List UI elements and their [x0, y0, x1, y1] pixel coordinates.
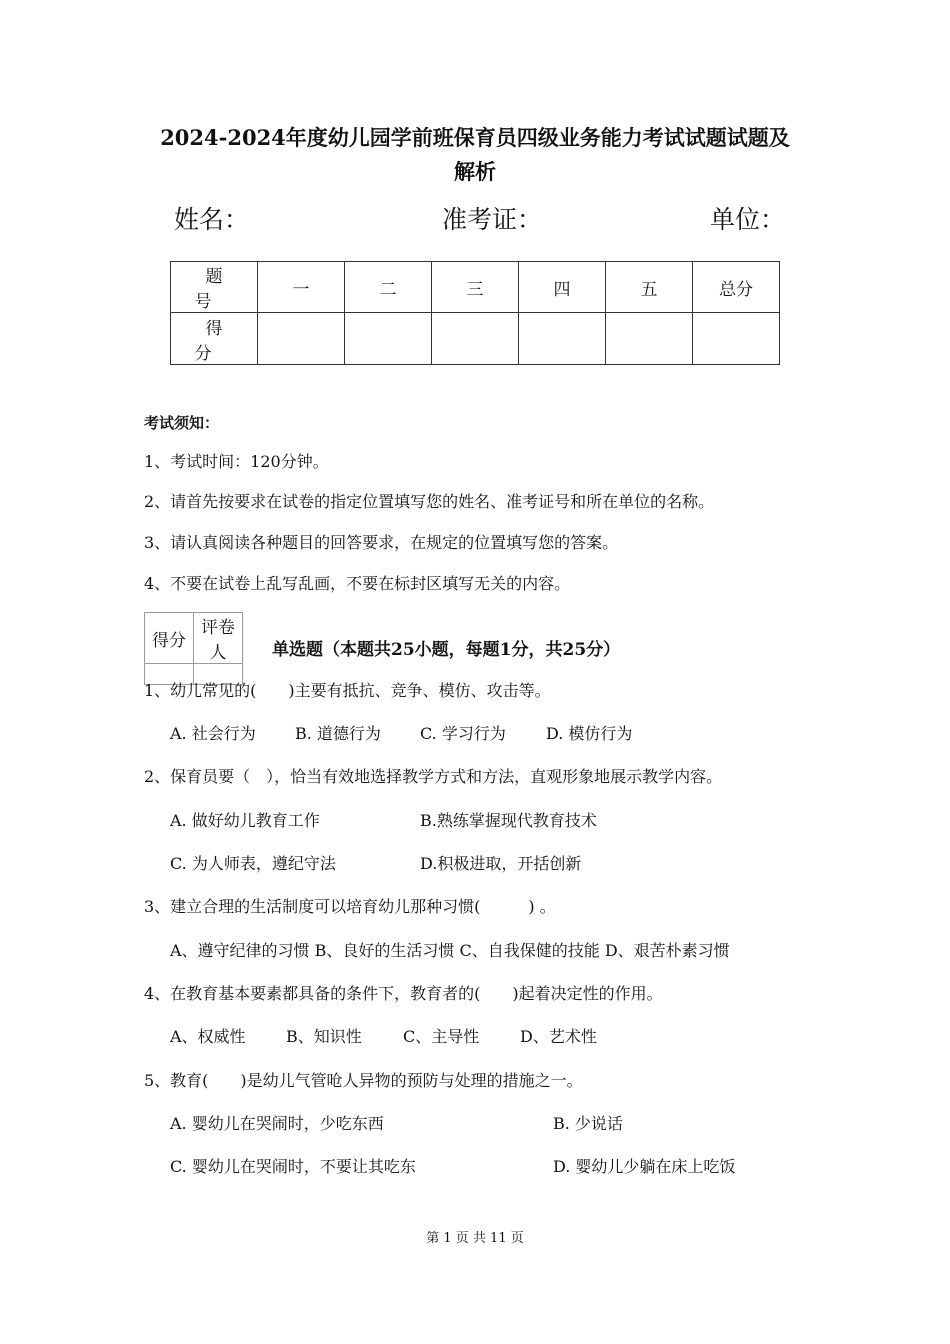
- score-cell[interactable]: [519, 313, 606, 365]
- question-number-label: 题号: [171, 262, 258, 313]
- column-header: 五: [606, 262, 693, 313]
- score-label: 得分: [171, 313, 258, 365]
- option[interactable]: A、权威性: [170, 1027, 246, 1046]
- notice-item: 2、请首先按要求在试卷的指定位置填写您的姓名、准考证号和所在单位的名称。: [144, 492, 715, 511]
- section-title: 单选题（本题共25小题，每题1分，共25分）: [272, 640, 621, 660]
- question-stem: 2、保育员要（ ），恰当有效地选择教学方式和方法，直观形象地展示教学内容。: [144, 767, 723, 786]
- score-cell[interactable]: [345, 313, 432, 365]
- notice-item: 4、不要在试卷上乱写乱画，不要在标封区填写无关的内容。: [144, 574, 571, 593]
- question-stem: 3、建立合理的生活制度可以培育幼儿那种习惯( ) 。: [144, 897, 556, 916]
- option[interactable]: C. 婴幼儿在哭闹时，不要让其吃东: [170, 1157, 416, 1176]
- score-cell[interactable]: [606, 313, 693, 365]
- unit-label: 单位：: [710, 205, 786, 234]
- column-header: 三: [432, 262, 519, 313]
- column-header: 四: [519, 262, 606, 313]
- title-line-1: 2024-2024年度幼儿园学前班保育员四级业务能力考试试题试题及: [160, 125, 790, 150]
- option[interactable]: B. 道德行为: [295, 724, 381, 743]
- notice-item: 3、请认真阅读各种题目的回答要求，在规定的位置填写您的答案。: [144, 533, 619, 552]
- candidate-info-row: [0, 200, 950, 240]
- option[interactable]: D.积极进取，开括创新: [420, 854, 582, 873]
- grader-box: [144, 612, 243, 685]
- option[interactable]: C. 为人师表，遵纪守法: [170, 854, 336, 873]
- question-stem: 1、幼儿常见的( )主要有抵抗、竞争、模仿、攻击等。: [144, 681, 551, 700]
- option[interactable]: D. 婴幼儿少躺在床上吃饭: [553, 1157, 736, 1176]
- exam-id-label: 准考证：: [442, 205, 543, 234]
- column-header-total: 总分: [693, 262, 780, 313]
- option[interactable]: B.熟练掌握现代教育技术: [420, 811, 597, 830]
- option[interactable]: A. 婴幼儿在哭闹时，少吃东西: [170, 1114, 384, 1133]
- title-line-2: 解析: [454, 159, 496, 184]
- option-line[interactable]: A、遵守纪律的习惯 B、良好的生活习惯 C、自我保健的技能 D、艰苦朴素习惯: [170, 941, 730, 960]
- score-table-header-row: [171, 262, 780, 313]
- score-cell-total[interactable]: [693, 313, 780, 365]
- option[interactable]: A. 社会行为: [170, 724, 256, 743]
- score-table-score-row: [171, 313, 780, 365]
- column-header: 一: [258, 262, 345, 313]
- question-stem: 4、在教育基本要素都具备的条件下，教育者的( )起着决定性的作用。: [144, 984, 663, 1003]
- grader-reviewer-label: 评卷人: [194, 613, 243, 664]
- notice-heading: 考试须知：: [144, 414, 220, 432]
- option[interactable]: C. 学习行为: [420, 724, 506, 743]
- name-label: 姓名：: [174, 205, 250, 234]
- question-stem: 5、教育( )是幼儿气管呛人异物的预防与处理的措施之一。: [144, 1071, 583, 1090]
- column-header: 二: [345, 262, 432, 313]
- page-footer: 第 1 页 共 11 页: [426, 1231, 524, 1246]
- score-cell[interactable]: [258, 313, 345, 365]
- score-cell[interactable]: [432, 313, 519, 365]
- option[interactable]: A. 做好幼儿教育工作: [170, 811, 320, 830]
- grader-score-label: 得分: [145, 613, 194, 664]
- option[interactable]: D、艺术性: [520, 1027, 597, 1046]
- score-table: [170, 261, 780, 365]
- option[interactable]: C、主导性: [403, 1027, 480, 1046]
- option[interactable]: B. 少说话: [553, 1114, 623, 1133]
- option[interactable]: D. 模仿行为: [546, 724, 633, 743]
- option[interactable]: B、知识性: [286, 1027, 362, 1046]
- page-title: [140, 121, 810, 189]
- notice-item: 1、考试时间：120分钟。: [144, 452, 329, 471]
